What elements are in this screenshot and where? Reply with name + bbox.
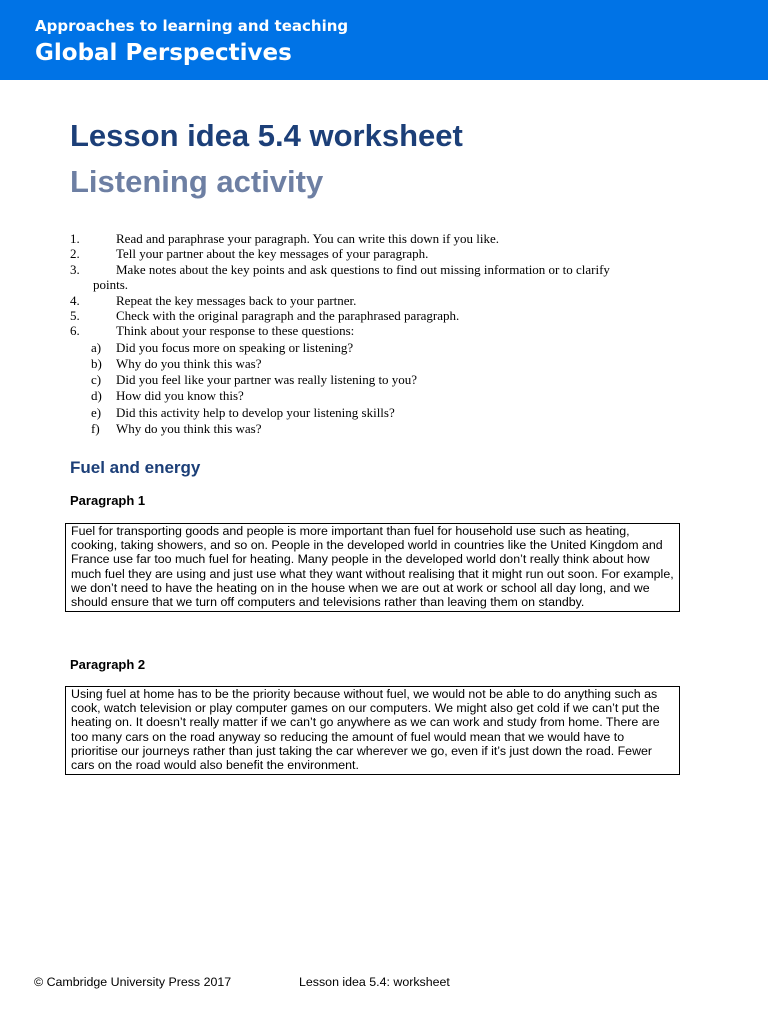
sub-question-letter: e)	[91, 404, 102, 420]
instruction-number: 3.	[70, 261, 80, 277]
page-subtitle: Listening activity	[70, 164, 324, 199]
paragraph-box: Using fuel at home has to be the priority because without fuel, we would not be able to do anything such as cook, watch television or play computer games on our computers. We might also get cold if we can’t put the heating on. It doesn’t really matter if we can’t go anywhere as we can work and study from home. There are too many cars on the road anyway so reducing the amount of fuel would mean that we would have to prioritise our journeys rather than just taking the car wherever we go, even if it’s just down the road. Fewer cars on the road would also benefit the environment.	[65, 686, 680, 775]
paragraph-box: Fuel for transporting goods and people is more important than fuel for household use such as heating, cooking, taking showers, and so on. People in the developed world in countries like the United Kingdom and France use far too much fuel for heating. Many people in the developed world don’t really think about how much fuel they are using and just use what they want without realising that it might run out soon. For example, we don’t need to have the heating on in the house when we are out at work or school all day long, and we should ensure that we turn off computers and televisions rather than leaving them on standby.	[65, 523, 680, 612]
paragraph-label: Paragraph 1	[70, 493, 146, 508]
sub-question	[70, 356, 670, 372]
instruction-continuation: points.	[93, 277, 129, 293]
sub-question-text: Why do you think this was?	[116, 356, 262, 372]
instruction-item	[70, 231, 670, 246]
banner-title: Global Perspectives	[35, 40, 292, 66]
sub-question	[70, 421, 670, 437]
page-title: Lesson idea 5.4 worksheet	[70, 118, 463, 153]
header-banner	[0, 0, 768, 80]
sub-question	[70, 388, 670, 404]
instruction-number: 5.	[70, 308, 80, 324]
banner-subtitle: Approaches to learning and teaching	[35, 17, 349, 35]
footer-copyright: © Cambridge University Press 2017	[34, 975, 232, 989]
instruction-number: 4.	[70, 292, 80, 308]
footer-label: Lesson idea 5.4: worksheet	[299, 975, 450, 989]
instruction-item	[70, 262, 670, 277]
instruction-text: Tell your partner about the key messages of your paragraph.	[116, 246, 429, 262]
sub-question	[70, 340, 670, 356]
sub-question-text: Did you focus more on speaking or listening?	[116, 339, 354, 355]
sub-question-text: Did you feel like your partner was really listening to you?	[116, 372, 418, 388]
instruction-item	[70, 293, 670, 308]
paragraph-label: Paragraph 2	[70, 657, 146, 672]
sub-question-letter: c)	[91, 372, 102, 388]
instruction-item	[70, 323, 670, 338]
sub-question-letter: f)	[91, 420, 100, 436]
sub-question	[70, 405, 670, 421]
instruction-text: Check with the original paragraph and the paraphrased paragraph.	[116, 308, 460, 324]
sub-question-letter: a)	[91, 339, 102, 355]
sub-question-text: How did you know this?	[116, 388, 244, 404]
instruction-item	[70, 308, 670, 323]
sub-question-letter: d)	[91, 388, 102, 404]
sub-question-text: Did this activity help to develop your listening skills?	[116, 404, 395, 420]
sub-question-list	[70, 340, 670, 437]
section-heading: Fuel and energy	[70, 458, 201, 477]
sub-question	[70, 372, 670, 388]
instruction-text: Read and paraphrase your paragraph. You can write this down if you like.	[116, 231, 500, 246]
instruction-text: Repeat the key messages back to your partner.	[116, 292, 357, 308]
instructions-list	[70, 231, 670, 437]
sub-question-letter: b)	[91, 356, 102, 372]
instruction-number: 2.	[70, 246, 80, 262]
instruction-text: Make notes about the key points and ask questions to find out missing information or to clarify	[116, 261, 610, 277]
instruction-number: 1.	[70, 231, 80, 246]
instruction-text: Think about your response to these questions:	[116, 323, 355, 339]
instruction-item	[70, 246, 670, 261]
instruction-number: 6.	[70, 323, 80, 339]
sub-question-text: Why do you think this was?	[116, 420, 262, 436]
